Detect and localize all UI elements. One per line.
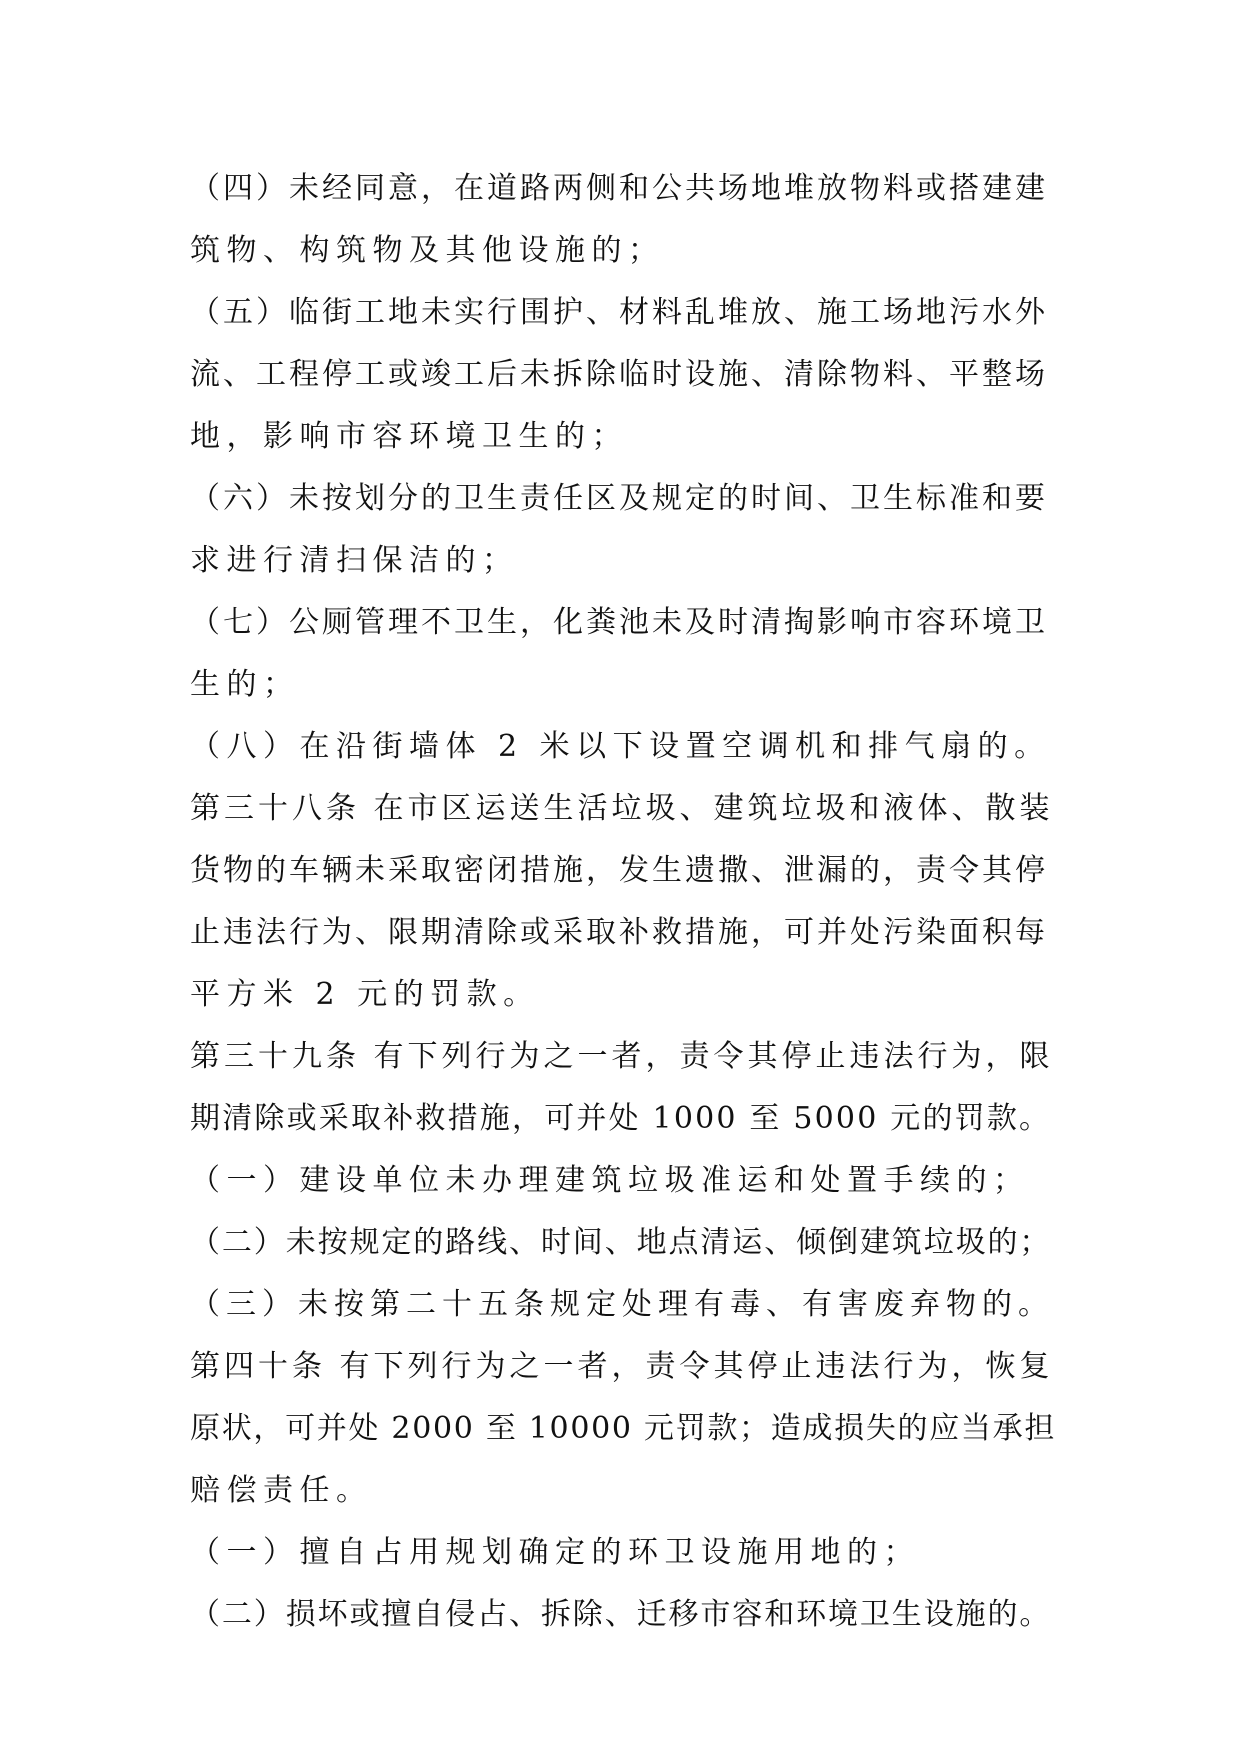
text-line: 平方米 2 元的罚款。: [190, 977, 540, 1012]
text-line: （六）未按划分的卫生责任区及规定的时间、卫生标准和要: [190, 481, 1048, 516]
article-38-heading: 第三十八条 在市区运送生活垃圾、建筑垃圾和液体、散装: [190, 791, 1054, 826]
text-line: 求进行清扫保洁的；: [190, 543, 519, 578]
text-line: （一）擅自占用规划确定的环卫设施用地的；: [190, 1535, 920, 1570]
text-line: 流、工程停工或竣工后未拆除临时设施、清除物料、平整场: [190, 357, 1048, 392]
text-line: （一）建设单位未办理建筑垃圾准运和处置手续的；: [190, 1163, 1030, 1198]
text-line: （七）公厕管理不卫生，化粪池未及时清掏影响市容环境卫: [190, 605, 1048, 640]
text-line: 期清除或采取补救措施，可并处 1000 至 5000 元的罚款。: [190, 1101, 1052, 1136]
text-line: （八）在沿街墙体 2 米以下设置空调机和排气扇的。: [190, 729, 1051, 764]
text-line: （三）未按第二十五条规定处理有毒、有害废弃物的。: [190, 1287, 1054, 1322]
text-line: 原状，可并处 2000 至 10000 元罚款；造成损失的应当承担: [190, 1411, 1057, 1446]
article-40-heading: 第四十条 有下列行为之一者，责令其停止违法行为，恢复: [190, 1349, 1054, 1384]
text-line: 地，影响市容环境卫生的；: [190, 419, 628, 454]
text-line: （五）临街工地未实行围护、材料乱堆放、施工场地污水外: [190, 295, 1048, 330]
text-line: 货物的车辆未采取密闭措施，发生遗撒、泄漏的，责令其停: [190, 853, 1048, 888]
text-line: （二）损坏或擅自侵占、拆除、迁移市容和环境卫生设施的。: [190, 1597, 1052, 1632]
text-line: 筑物、构筑物及其他设施的；: [190, 233, 665, 268]
text-line: 赔偿责任。: [190, 1473, 373, 1508]
text-line: （四）未经同意，在道路两侧和公共场地堆放物料或搭建建: [190, 171, 1048, 206]
text-line: 止违法行为、限期清除或采取补救措施，可并处污染面积每: [190, 915, 1048, 950]
document-body: [190, 158, 1060, 1646]
text-line: 生的；: [190, 667, 300, 702]
article-39-heading: 第三十九条 有下列行为之一者，责令其停止违法行为，限: [190, 1039, 1054, 1074]
text-line: （二）未按规定的路线、时间、地点清运、倾倒建筑垃圾的；: [190, 1225, 1052, 1260]
